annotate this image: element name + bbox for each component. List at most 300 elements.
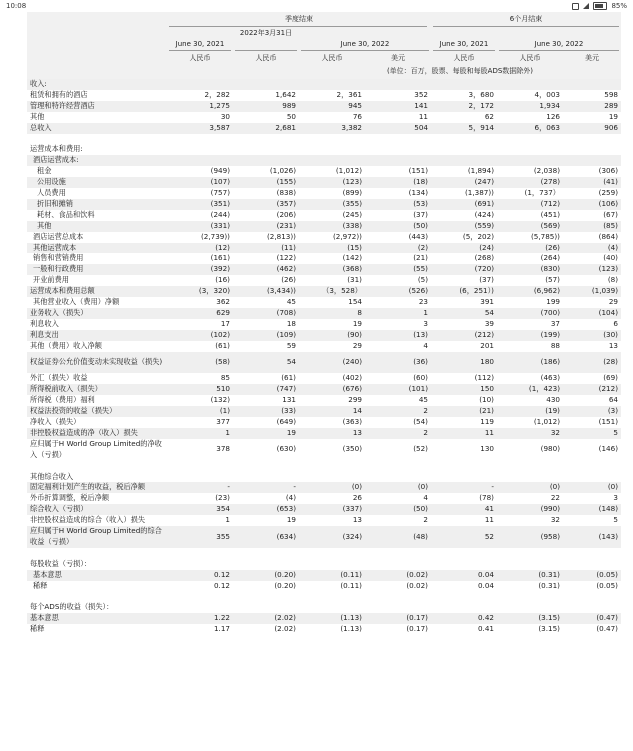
table-row bbox=[27, 624, 621, 635]
value-cell: (708) bbox=[233, 308, 299, 319]
value-cell: (424) bbox=[474, 209, 494, 219]
value-cell bbox=[497, 79, 563, 90]
row-label: 外汇（损失）收益 bbox=[30, 373, 88, 383]
value-cell: (720) bbox=[431, 264, 497, 275]
table-row bbox=[27, 79, 621, 90]
value-cell: (1.13) bbox=[299, 613, 365, 624]
value-cell: 52 bbox=[431, 526, 497, 548]
table-row bbox=[27, 166, 621, 177]
value-cell: (337) bbox=[299, 504, 365, 515]
value-cell: 45 bbox=[418, 395, 428, 405]
value-cell: (78) bbox=[479, 493, 494, 503]
row-label: 稀释 bbox=[30, 624, 45, 634]
value-cell: (37) bbox=[479, 275, 494, 285]
table-row bbox=[27, 221, 621, 232]
value-cell: (67) bbox=[603, 209, 618, 219]
value-cell bbox=[431, 79, 497, 90]
value-cell: 88 bbox=[550, 340, 560, 350]
value-cell: (268) bbox=[474, 253, 494, 263]
value-cell: （3，528） bbox=[299, 286, 365, 297]
status-time: 10:08 bbox=[6, 2, 27, 10]
value-cell: 50 bbox=[286, 111, 296, 121]
row-label: 其他（费用）收入净额 bbox=[30, 340, 102, 350]
value-cell bbox=[233, 134, 299, 145]
row-label: 销售和营销费用 bbox=[33, 253, 84, 263]
value-cell bbox=[233, 559, 299, 570]
value-cell: 1,275 bbox=[167, 101, 233, 112]
value-cell: 54 bbox=[431, 308, 497, 319]
value-cell: (231) bbox=[233, 221, 299, 232]
value-cell: 362 bbox=[216, 297, 230, 307]
value-cell: (0.31) bbox=[538, 580, 560, 590]
value-cell: (363) bbox=[342, 417, 362, 427]
value-cell: - bbox=[167, 482, 233, 493]
value-cell: 18 bbox=[286, 318, 296, 328]
value-cell: 32 bbox=[550, 515, 560, 525]
value-cell bbox=[563, 134, 621, 145]
value-cell: 4 bbox=[423, 493, 428, 503]
row-label: 权益法投资的收益（损失） bbox=[27, 406, 167, 417]
value-cell: 32 bbox=[497, 428, 563, 439]
row-label: 其他 bbox=[27, 221, 167, 232]
value-cell: 1 bbox=[365, 308, 431, 319]
table-row bbox=[27, 395, 621, 406]
row-label: 所得税（费用）福利 bbox=[30, 395, 95, 405]
value-cell: (712) bbox=[497, 199, 563, 210]
row-label: 酒店运营总成本 bbox=[33, 231, 84, 241]
value-cell: (240) bbox=[299, 352, 365, 374]
value-cell: (155) bbox=[233, 177, 299, 188]
value-cell: (10) bbox=[479, 395, 494, 405]
value-cell: 0.12 bbox=[213, 580, 230, 590]
row-label bbox=[27, 134, 167, 145]
value-cell: 906 bbox=[563, 123, 621, 134]
value-cell: (19) bbox=[497, 406, 563, 417]
row-label: 人员费用 bbox=[37, 188, 66, 198]
value-cell: (6，251）) bbox=[431, 286, 497, 297]
value-cell: (443) bbox=[408, 231, 428, 241]
value-cell: (50) bbox=[365, 504, 431, 515]
value-cell: (142) bbox=[342, 253, 362, 263]
row-label: 折旧和摊销 bbox=[27, 199, 167, 210]
value-cell: 22 bbox=[550, 493, 560, 503]
row-label: 综合收入（亏损） bbox=[27, 504, 167, 515]
value-cell bbox=[431, 155, 497, 166]
screenshot-icon bbox=[572, 3, 579, 10]
value-cell: (69) bbox=[603, 373, 618, 383]
value-cell: (838) bbox=[276, 188, 296, 198]
value-cell: 2 bbox=[423, 515, 428, 525]
table-row bbox=[27, 373, 621, 384]
table-row bbox=[27, 243, 621, 254]
value-cell: 150 bbox=[431, 384, 497, 395]
row-label: 酒店运营成本: bbox=[27, 155, 167, 166]
value-cell: (0.31) bbox=[497, 570, 563, 581]
value-cell: (61) bbox=[215, 340, 230, 350]
value-cell: (0.17) bbox=[406, 624, 428, 634]
table-row bbox=[27, 439, 621, 461]
value-cell: (6,962) bbox=[497, 286, 563, 297]
value-cell: (691) bbox=[431, 199, 497, 210]
value-cell: 3 bbox=[423, 318, 428, 328]
value-cell: (24) bbox=[431, 243, 497, 254]
value-cell bbox=[299, 155, 365, 166]
row-label: 应归属于H World Group Limited的综合收益（亏损） bbox=[27, 526, 167, 548]
value-cell: (634) bbox=[233, 526, 299, 548]
value-cell: (357) bbox=[233, 199, 299, 210]
value-cell: (1,387)) bbox=[465, 188, 494, 198]
table-row bbox=[27, 286, 621, 297]
value-cell bbox=[233, 144, 299, 155]
value-cell: 0.41 bbox=[477, 624, 494, 634]
value-cell: 131 bbox=[282, 395, 296, 405]
value-cell bbox=[167, 79, 233, 90]
table-row bbox=[27, 472, 621, 483]
value-cell bbox=[365, 548, 431, 559]
table-row bbox=[27, 112, 621, 123]
value-cell: 13 bbox=[299, 428, 365, 439]
table-row bbox=[27, 526, 621, 548]
value-cell bbox=[299, 592, 365, 603]
table-row bbox=[27, 134, 621, 145]
table-row bbox=[27, 319, 621, 330]
value-cell: 629 bbox=[167, 308, 233, 319]
value-cell: 4 bbox=[423, 340, 428, 350]
value-cell: (58) bbox=[167, 352, 233, 374]
row-label bbox=[27, 548, 167, 559]
table-row bbox=[27, 504, 621, 515]
value-cell: (2,038) bbox=[533, 166, 560, 176]
value-cell bbox=[563, 592, 621, 603]
value-cell: (8) bbox=[607, 275, 618, 285]
col-currency-4: 美元 bbox=[391, 54, 405, 62]
value-cell: (676) bbox=[299, 384, 365, 395]
col-date-6: June 30, 2022 bbox=[534, 40, 584, 48]
value-cell: (23) bbox=[215, 493, 230, 503]
value-cell: (1,012) bbox=[335, 166, 362, 176]
value-cell bbox=[167, 144, 233, 155]
value-cell: 17 bbox=[220, 318, 230, 328]
value-cell: (368) bbox=[299, 264, 365, 275]
value-cell: (630) bbox=[276, 444, 296, 454]
value-cell: 4，003 bbox=[534, 89, 560, 99]
value-cell: (244) bbox=[210, 209, 230, 219]
table-row bbox=[27, 123, 621, 134]
value-cell: (0.20) bbox=[274, 580, 296, 590]
row-label: 应归属于H World Group Limited的净收入（亏损） bbox=[30, 438, 162, 459]
row-label: 其他运营成本 bbox=[27, 243, 167, 254]
value-cell: 3 bbox=[613, 493, 618, 503]
value-cell: 13 bbox=[608, 340, 618, 350]
value-cell: (4) bbox=[563, 243, 621, 254]
value-cell: (151) bbox=[408, 166, 428, 176]
value-cell bbox=[167, 155, 233, 166]
value-cell: (392) bbox=[167, 264, 233, 275]
value-cell: (2,972)) bbox=[333, 231, 362, 241]
value-cell: 126 bbox=[546, 111, 560, 121]
value-cell: (85) bbox=[563, 221, 621, 232]
value-cell: (54) bbox=[413, 417, 428, 427]
value-cell: (101) bbox=[365, 384, 431, 395]
value-cell: (338) bbox=[299, 221, 365, 232]
value-cell: (18) bbox=[365, 177, 431, 188]
value-cell: (4) bbox=[285, 493, 296, 503]
value-cell: (3.15) bbox=[497, 613, 563, 624]
table-row bbox=[27, 330, 621, 341]
value-cell: 289 bbox=[563, 101, 621, 112]
value-cell: (949) bbox=[210, 166, 230, 176]
value-cell: 85 bbox=[220, 373, 230, 383]
value-cell bbox=[497, 155, 563, 166]
col-date-2: 2022年3月31日 bbox=[239, 29, 293, 37]
value-cell: - bbox=[431, 482, 497, 493]
value-cell: (186) bbox=[497, 352, 563, 374]
value-cell: (15) bbox=[299, 243, 365, 254]
row-label: 非控股权益造成的综合（收入）损失 bbox=[30, 515, 146, 525]
value-cell: (653) bbox=[233, 504, 299, 515]
value-cell: 378 bbox=[216, 444, 230, 454]
row-label: 固定福利计划产生的收益，税后净额 bbox=[27, 482, 167, 493]
value-cell: (0.05) bbox=[563, 570, 621, 581]
value-cell: (462) bbox=[233, 264, 299, 275]
table-row bbox=[27, 548, 621, 559]
value-cell: 3,587 bbox=[167, 123, 233, 134]
value-cell: (12) bbox=[167, 243, 233, 254]
value-cell: (0.11) bbox=[340, 580, 362, 590]
quarter-ended-heading: 季度结束 bbox=[285, 15, 313, 23]
value-cell bbox=[365, 134, 431, 145]
value-cell: (649) bbox=[276, 417, 296, 427]
value-cell: (1,012) bbox=[533, 417, 560, 427]
row-label bbox=[27, 461, 167, 472]
value-cell bbox=[431, 548, 497, 559]
value-cell: (146) bbox=[598, 444, 618, 454]
row-label: 公用设施 bbox=[27, 177, 167, 188]
value-cell bbox=[497, 592, 563, 603]
value-cell: 26 bbox=[352, 493, 362, 503]
value-cell: (5，202) bbox=[462, 231, 494, 241]
value-cell: 23 bbox=[418, 297, 428, 307]
value-cell: (143) bbox=[563, 526, 621, 548]
value-cell: (41) bbox=[563, 177, 621, 188]
value-cell: 2 bbox=[365, 406, 431, 417]
value-cell bbox=[431, 461, 497, 472]
value-cell: (324) bbox=[299, 526, 365, 548]
value-cell bbox=[431, 602, 497, 613]
value-cell: (2.02) bbox=[274, 624, 296, 634]
value-cell: 598 bbox=[604, 89, 618, 99]
table-row bbox=[27, 493, 621, 504]
value-cell: (30) bbox=[563, 330, 621, 341]
row-label: 外币折算调整，税后净额 bbox=[30, 493, 110, 503]
value-cell bbox=[167, 559, 233, 570]
table-row bbox=[27, 602, 621, 613]
value-cell: 352 bbox=[414, 89, 428, 99]
value-cell: (0) bbox=[497, 482, 563, 493]
value-cell bbox=[563, 602, 621, 613]
value-cell bbox=[497, 472, 563, 483]
value-cell bbox=[233, 472, 299, 483]
value-cell bbox=[299, 79, 365, 90]
value-cell: (0.20) bbox=[233, 570, 299, 581]
table-row bbox=[27, 406, 621, 417]
value-cell: (2) bbox=[365, 243, 431, 254]
col-date-3: June 30, 2022 bbox=[340, 40, 390, 48]
table-row bbox=[27, 101, 621, 112]
value-cell: 141 bbox=[365, 101, 431, 112]
value-cell: (11) bbox=[233, 243, 299, 254]
value-cell: 19 bbox=[286, 515, 296, 525]
value-cell: (55) bbox=[365, 264, 431, 275]
value-cell: (109) bbox=[233, 330, 299, 341]
value-cell bbox=[563, 559, 621, 570]
value-cell bbox=[563, 155, 621, 166]
value-cell: (864) bbox=[598, 231, 618, 241]
value-cell: (569) bbox=[497, 221, 563, 232]
value-cell bbox=[365, 155, 431, 166]
table-header bbox=[27, 12, 621, 79]
table-row bbox=[27, 253, 621, 264]
status-bar bbox=[0, 0, 633, 12]
value-cell: 180 bbox=[431, 352, 497, 374]
value-cell bbox=[563, 461, 621, 472]
table-row bbox=[27, 559, 621, 570]
value-cell: (1，737） bbox=[524, 188, 560, 198]
row-label: 开业前费用 bbox=[33, 275, 69, 285]
signal-icon bbox=[583, 3, 589, 9]
col-currency-5: 人民币 bbox=[453, 54, 475, 62]
value-cell: 945 bbox=[299, 101, 365, 112]
value-cell bbox=[497, 559, 563, 570]
table-row bbox=[27, 297, 621, 308]
value-cell: 1.22 bbox=[167, 613, 233, 624]
value-cell: 8 bbox=[299, 308, 365, 319]
value-cell: (48) bbox=[365, 526, 431, 548]
table-row bbox=[27, 384, 621, 395]
value-cell: (123) bbox=[299, 177, 365, 188]
value-cell: (40) bbox=[603, 253, 618, 263]
value-cell bbox=[365, 79, 431, 90]
value-cell: (123) bbox=[563, 264, 621, 275]
value-cell bbox=[167, 461, 233, 472]
value-cell: (1) bbox=[167, 406, 233, 417]
value-cell: (13) bbox=[365, 330, 431, 341]
value-cell: 199 bbox=[546, 297, 560, 307]
value-cell: (0.02) bbox=[406, 580, 428, 590]
value-cell: 299 bbox=[348, 395, 362, 405]
col-currency-7: 美元 bbox=[585, 54, 599, 62]
value-cell bbox=[233, 548, 299, 559]
value-cell: 5 bbox=[613, 515, 618, 525]
value-cell: (980) bbox=[540, 444, 560, 454]
row-label: 耗材、食品和饮料 bbox=[37, 209, 95, 219]
table-row bbox=[27, 144, 621, 155]
value-cell bbox=[431, 472, 497, 483]
value-cell: (1，423) bbox=[497, 384, 563, 395]
row-label bbox=[27, 592, 167, 603]
table-row bbox=[27, 352, 621, 374]
table-row bbox=[27, 592, 621, 603]
row-label: 其他 bbox=[30, 111, 45, 121]
value-cell: (3) bbox=[563, 406, 621, 417]
value-cell: (747) bbox=[233, 384, 299, 395]
six-months-ended-heading: 6个月结束 bbox=[509, 15, 543, 23]
value-cell bbox=[167, 472, 233, 483]
value-cell: (33) bbox=[233, 406, 299, 417]
value-cell: 19 bbox=[233, 428, 299, 439]
value-cell: (1,039) bbox=[563, 286, 621, 297]
value-cell: 1,642 bbox=[275, 89, 296, 99]
col-currency-2: 人民币 bbox=[255, 54, 277, 62]
value-cell: (899) bbox=[342, 188, 362, 198]
value-cell: (26) bbox=[281, 275, 296, 285]
value-cell bbox=[563, 472, 621, 483]
value-cell: 2，282 bbox=[204, 89, 230, 99]
col-currency-3: 人民币 bbox=[321, 54, 343, 62]
table-row bbox=[27, 90, 621, 101]
value-cell: (0.02) bbox=[365, 570, 431, 581]
col-date-5: June 30, 2021 bbox=[439, 40, 489, 48]
value-cell: (37) bbox=[413, 209, 428, 219]
value-cell: 59 bbox=[286, 340, 296, 350]
value-cell: 510 bbox=[167, 384, 233, 395]
table-row bbox=[27, 341, 621, 352]
row-label: 运营成本和费用总额 bbox=[27, 286, 167, 297]
row-label: 每个ADS的收益（损失）： bbox=[30, 602, 114, 612]
row-label: 稀释 bbox=[33, 580, 48, 590]
value-cell bbox=[365, 602, 431, 613]
row-label: 每股收益（亏损）： bbox=[30, 558, 92, 568]
value-cell: 3，680 bbox=[468, 89, 494, 99]
value-cell: (90) bbox=[299, 330, 365, 341]
value-cell: (526) bbox=[365, 286, 431, 297]
value-cell bbox=[497, 602, 563, 613]
value-cell: 354 bbox=[167, 504, 233, 515]
value-cell: (28) bbox=[563, 352, 621, 374]
value-cell: 13 bbox=[352, 515, 362, 525]
value-cell: 19 bbox=[352, 318, 362, 328]
unit-note: (单位：百万，股票、每股和每股ADS数据除外) bbox=[386, 67, 534, 75]
value-cell: (259) bbox=[598, 188, 618, 198]
value-cell: 76 bbox=[352, 111, 362, 121]
value-cell: 5，914 bbox=[431, 123, 497, 134]
value-cell: (350) bbox=[342, 444, 362, 454]
value-cell bbox=[233, 155, 299, 166]
value-cell: (53) bbox=[365, 199, 431, 210]
value-cell bbox=[299, 134, 365, 145]
value-cell: 119 bbox=[480, 417, 494, 427]
value-cell: 62 bbox=[484, 111, 494, 121]
value-cell: (0) bbox=[365, 482, 431, 493]
value-cell: 989 bbox=[233, 101, 299, 112]
value-cell bbox=[233, 79, 299, 90]
value-cell: 377 bbox=[216, 417, 230, 427]
value-cell: 30 bbox=[220, 111, 230, 121]
value-cell bbox=[365, 559, 431, 570]
row-label: 一般和行政费用 bbox=[27, 264, 167, 275]
value-cell: (36) bbox=[365, 352, 431, 374]
value-cell: (0.47) bbox=[596, 624, 618, 634]
row-label: 所得税前收入（损失） bbox=[27, 384, 167, 395]
table-row bbox=[27, 308, 621, 319]
value-cell: 1 bbox=[167, 428, 233, 439]
row-label: 基本意思 bbox=[27, 613, 167, 624]
value-cell: 391 bbox=[480, 297, 494, 307]
value-cell bbox=[431, 144, 497, 155]
value-cell bbox=[299, 144, 365, 155]
value-cell bbox=[365, 144, 431, 155]
value-cell: (212) bbox=[431, 330, 497, 341]
